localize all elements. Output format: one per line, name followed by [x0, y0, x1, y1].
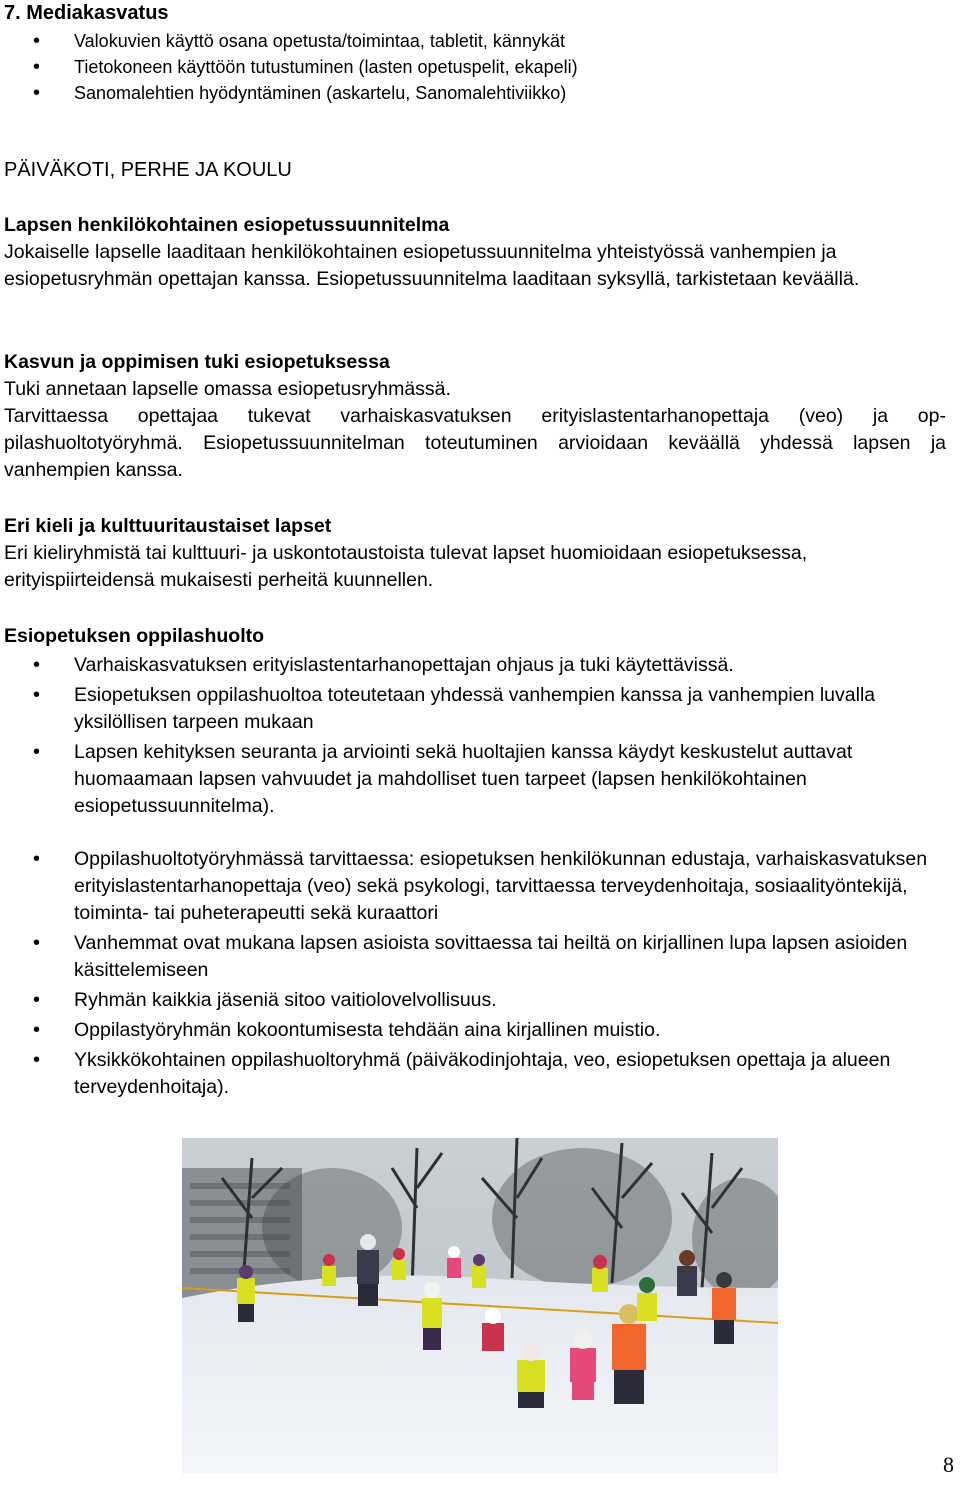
list-item: • Vanhemmat ovat mukana lapsen asioista sovittaessa tai heiltä on kirjallinen lupa lapsen asioiden käsittelemiseen — [4, 930, 946, 984]
section-heading: 7. Mediakasvatus — [4, 2, 169, 24]
section-heading: Eri kieli ja kulttuuritaustaiset lapset — [4, 515, 332, 537]
paragraph: Jokaiselle lapselle laaditaan henkilökohtainen esiopetussuunnitelma yhteistyössä vanhempien ja esiopetusryhmän opettajan kanssa. Esiopetussuunnitelma laaditaan syksyllä, tarkistetaan keväällä. — [4, 241, 860, 290]
list-item: • Oppilastyöryhmän kokoontumisesta tehdään aina kirjallinen muistio. — [4, 1017, 946, 1044]
section-cultural — [4, 513, 946, 594]
main-heading: PÄIVÄKOTI, PERHE JA KOULU — [4, 159, 292, 181]
list-item: • Ryhmän kaikkia jäseniä sitoo vaitiolovelvollisuus. — [4, 987, 946, 1014]
section-heading: Kasvun ja oppimisen tuki esiopetuksessa — [4, 351, 390, 373]
list-item: • Tietokoneen käyttöön tutustuminen (lasten opetuspelit, ekapeli) — [4, 54, 946, 80]
list-item: • Sanomalehtien hyödyntäminen (askartelu, Sanomalehtiviikko) — [4, 80, 946, 106]
paragraph: Eri kieliryhmistä tai kulttuuri- ja uskontotaustoista tulevat lapset huomioidaan esiopetuksessa, erityispiirteidensä mukaisesti perheitä kuunnellen. — [4, 542, 808, 591]
page-number: 8 — [943, 1452, 954, 1477]
section-mediakasvatus — [4, 0, 946, 106]
list-item: • Esiopetuksen oppilashuoltoa toteutetaan yhdessä vanhempien kanssa ja vanhempien luvalla yksilöllisen tarpeen mukaan — [4, 682, 946, 736]
section-plan — [4, 212, 946, 293]
main-heading-block — [4, 157, 946, 184]
paragraph: Tuki annetaan lapselle omassa esiopetusryhmässä. — [4, 378, 451, 400]
list-item: • Lapsen kehityksen seuranta ja arviointi sekä huoltajien kanssa käydyt keskustelut auttavat huomaamaan lapsen vahvuudet ja mahdolliset tuen tarpeet (lapsen henkilökohtainen esiopetussuunnitelma). — [4, 739, 946, 820]
section-heading: Lapsen henkilökohtainen esiopetussuunnitelma — [4, 214, 450, 236]
section-welfare — [4, 623, 946, 1101]
paragraph: Tarvittaessa opettajaa tukevat varhaiskasvatuksen erityislastentarhanopettaja (veo) ja oppilashuoltotyöryhmä. Esiopetussuunnitelman toteutuminen arvioidaan keväällä yhdessä lapsen ja vanhempien kanssa. — [4, 405, 946, 481]
children-in-snow-photo — [182, 1138, 778, 1474]
list-item: • Oppilashuoltotyöryhmässä tarvittaessa: esiopetuksen henkilökunnan edustaja, varhaiskasvatuksen erityislastentarhanopettaja (veo) sekä psykologi, tarvittaessa terveydenhoitaja, sosiaalityöntekijä, toiminta- tai puheterapeutti sekä kuraattori — [4, 846, 946, 927]
section-heading: Esiopetuksen oppilashuolto — [4, 625, 265, 647]
list-item: • Valokuvien käyttö osana opetusta/toimintaa, tabletit, kännykät — [4, 28, 946, 54]
section-support — [4, 349, 946, 484]
list-item: • Varhaiskasvatuksen erityislastentarhanopettajan ohjaus ja tuki käytettävissä. — [4, 652, 946, 679]
list-item: • Yksikkökohtainen oppilashuoltoryhmä (päiväkodinjohtaja, veo, esiopetuksen opettaja ja alueen terveydenhoitaja). — [4, 1047, 946, 1101]
